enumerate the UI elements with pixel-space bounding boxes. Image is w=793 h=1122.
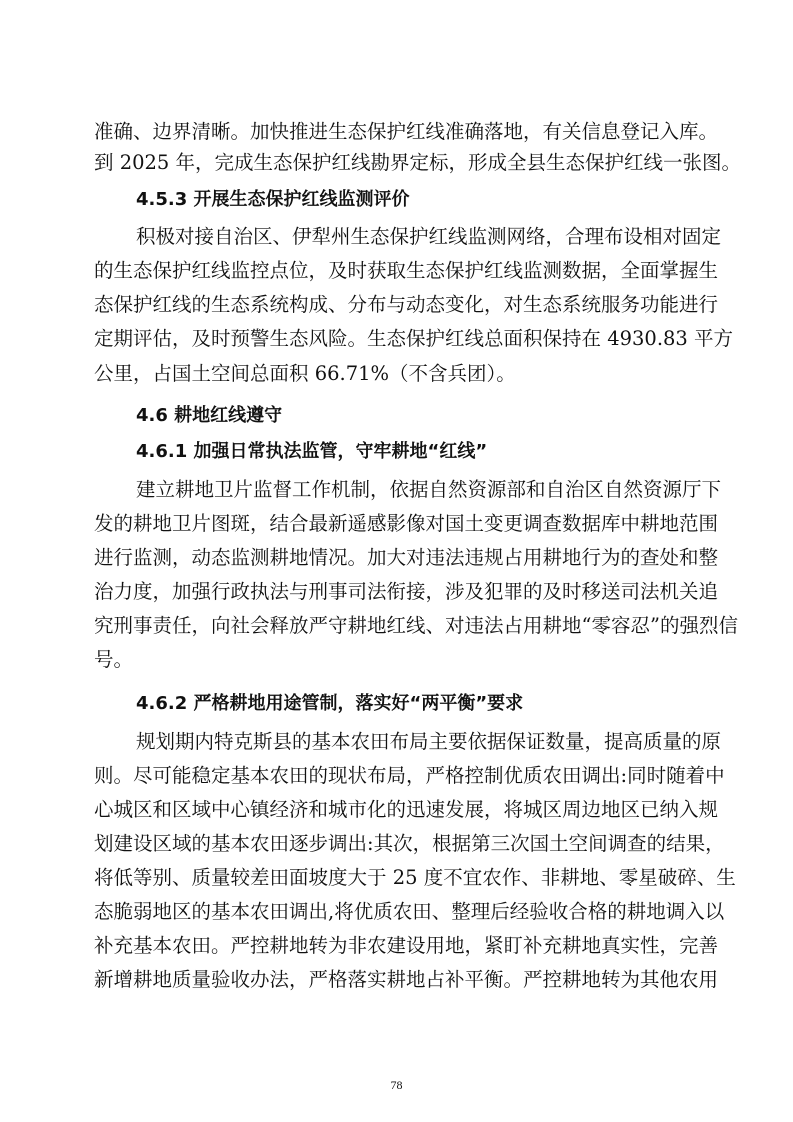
paragraph-line: 新增耕地质量验收办法，严格落实耕地占补平衡。严控耕地转为其他农用 [94,968,719,991]
paragraph-line: 积极对接自治区、伊犁州生态保护红线监测网络，合理布设相对固定 [136,225,722,248]
paragraph-line: 的生态保护红线监控点位，及时获取生态保护红线监测数据，全面掌握生 [94,259,719,282]
paragraph-line: 进行监测，动态监测耕地情况。加大对违法违规占用耕地行为的查处和整 [94,546,719,569]
page-number: 78 [390,1078,403,1092]
paragraph-line: 发的耕地卫片图斑，结合最新遥感影像对国土变更调查数据库中耕地范围 [94,512,719,535]
paragraph-line: 则。尽可能稳定基本农田的现状布局，严格控制优质农田调出:同时随着中 [94,764,725,787]
paragraph-line: 建立耕地卫片监督工作机制，依据自然资源部和自治区自然资源厅下 [136,478,722,501]
paragraph-line: 准确、边界清晰。加快推进生态保护红线准确落地，有关信息登记入库。 [94,120,719,143]
section-heading-4-5-3: 4.5.3 开展生态保护红线监测评价 [136,189,410,210]
paragraph-line: 治力度，加强行政执法与刑事司法衔接，涉及犯罪的及时移送司法机关追 [94,580,719,603]
paragraph-line: 公里，占国土空间总面积 66.71%（不含兵团）。 [94,362,516,385]
paragraph-line: 到 2025 年，完成生态保护红线勘界定标，形成全县生态保护红线一张图。 [94,151,742,174]
paragraph-line: 定期评估，及时预警生态风险。生态保护红线总面积保持在 4930.83 平方 [94,327,734,350]
section-heading-4-6-2: 4.6.2 严格耕地用途管制，落实好“两平衡”要求 [136,693,524,714]
paragraph-line: 划建设区域的基本农田逐步调出:其次，根据第三次国土空间调查的结果， [94,832,725,855]
paragraph-line: 究刑事责任，向社会释放严守耕地红线、对违法占用耕地“零容忍”的强烈信 [94,614,738,637]
paragraph-line: 规划期内特克斯县的基本农田布局主要依据保证数量，提高质量的原 [136,730,722,753]
section-heading-4-6-1: 4.6.1 加强日常执法监管，守牢耕地“红线” [136,441,488,462]
section-heading-4-6: 4.6 耕地红线遵守 [136,405,283,426]
paragraph-line: 补充基本农田。严控耕地转为非农建设用地，紧盯补充耕地真实性，完善 [94,934,719,957]
paragraph-line: 将低等别、质量较差田面坡度大于 25 度不宜农作、非耕地、零星破碎、生 [94,866,736,889]
paragraph-line: 态保护红线的生态系统构成、分布与动态变化，对生态系统服务功能进行 [94,293,719,316]
paragraph-line: 心城区和区域中心镇经济和城市化的迅速发展，将城区周边地区已纳入规 [94,798,719,821]
paragraph-line: 态脆弱地区的基本农田调出,将优质农田、整理后经验收合格的耕地调入以 [94,900,725,923]
paragraph-line: 号。 [94,648,134,671]
